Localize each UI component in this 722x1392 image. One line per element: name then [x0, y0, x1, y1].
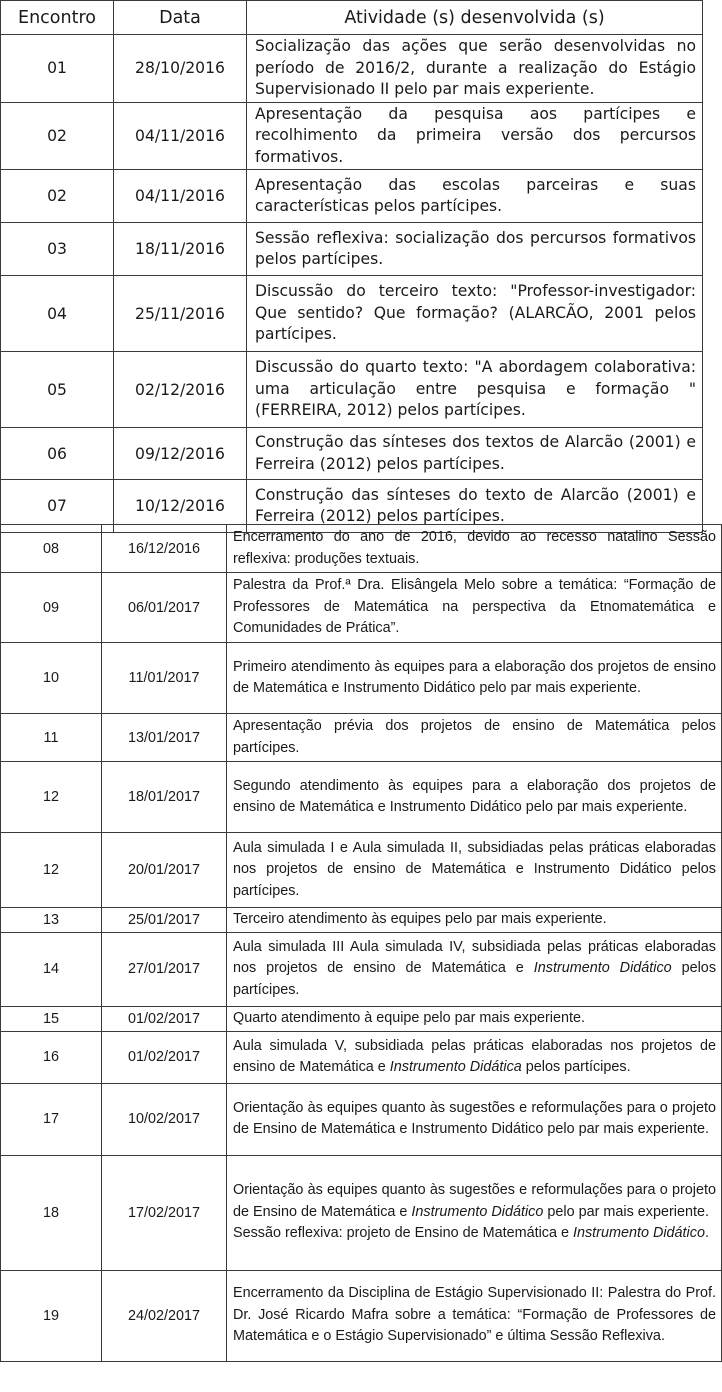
activity-cell: Encerramento da Disciplina de Estágio Supervisionado II: Palestra do Prof. Dr. José Ricardo Mafra sobre a temática: “Formação de Professores de Matemática e o Estágio Supervisionado” e última Sessão Reflexiva. [227, 1270, 722, 1361]
encontro-cell: 14 [1, 932, 102, 1006]
encontro-cell: 06 [1, 428, 114, 480]
encontro-cell: 01 [1, 35, 114, 103]
encontro-cell: 04 [1, 276, 114, 352]
date-cell: 11/01/2017 [102, 643, 227, 714]
table-row [1, 1083, 722, 1155]
activity-text: Aula simulada III Aula simulada IV, subsidiada pelas práticas elaboradas nos projetos de ensino de Matemática e [233, 938, 716, 977]
date-cell: 02/12/2016 [114, 352, 247, 428]
activity-cell: Aula simulada I e Aula simulada II, subsidiadas pelas práticas elaboradas nos projetos de ensino de Matemática e Instrumento Didático pelos partícipes. [227, 833, 722, 908]
encontro-cell: 07 [1, 480, 114, 533]
date-cell: 01/02/2017 [102, 1031, 227, 1083]
encontro-cell: 10 [1, 643, 102, 714]
date-cell: 24/02/2017 [102, 1270, 227, 1361]
encontro-cell: 16 [1, 1031, 102, 1083]
date-cell: 18/01/2017 [102, 762, 227, 833]
activity-cell: Apresentação da pesquisa aos partícipes e recolhimento da primeira versão dos percursos formativos. [247, 102, 703, 170]
activity-cell: Construção das sínteses do texto de Alarcão (2001) e Ferreira (2012) pelos partícipes. [247, 480, 703, 533]
activity-line [233, 1223, 716, 1245]
activity-text-italic: Instrumento Didático [533, 960, 672, 977]
encontro-cell: 15 [1, 1006, 102, 1031]
table-row [1, 1031, 722, 1083]
activity-cell: Orientação às equipes quanto às sugestões e reformulações para o projeto de Ensino de Matemática e Instrumento Didático pelo par mais experiente. [227, 1083, 722, 1155]
activity-cell [227, 1155, 722, 1270]
table-row [1, 352, 703, 428]
activity-text: Aula simulada V, subsidiada pelas práticas elaboradas nos projetos de ensino de Matemática e [233, 1037, 716, 1075]
activity-cell: Sessão reflexiva: socialização dos percursos formativos pelos partícipes. [247, 223, 703, 276]
activity-cell: Discussão do terceiro texto: "Professor-investigador: Que sentido? Que formação? (ALARCÃO, 2001 pelos partícipes. [247, 276, 703, 352]
activity-text-italic: Instrumento Didático [572, 1225, 705, 1242]
activity-text: . [704, 1225, 709, 1242]
date-cell: 09/12/2016 [114, 428, 247, 480]
activity-cell: Quarto atendimento à equipe pelo par mais experiente. [227, 1006, 722, 1031]
activity-cell: Construção das sínteses dos textos de Alarcão (2001) e Ferreira (2012) pelos partícipes. [247, 428, 703, 480]
activity-text: pelos partícipes. [521, 1059, 631, 1075]
table-row [1, 428, 703, 480]
date-cell: 16/12/2016 [102, 525, 227, 573]
table-row [1, 223, 703, 276]
table-row [1, 573, 722, 643]
date-cell: 25/11/2016 [114, 276, 247, 352]
encontro-cell: 18 [1, 1155, 102, 1270]
encontro-cell: 05 [1, 352, 114, 428]
table-row [1, 102, 703, 170]
date-cell: 04/11/2016 [114, 102, 247, 170]
encontro-cell: 19 [1, 1270, 102, 1361]
date-cell: 25/01/2017 [102, 908, 227, 933]
table-row [1, 525, 722, 573]
table-row [1, 276, 703, 352]
table-row [1, 833, 722, 908]
date-cell: 06/01/2017 [102, 573, 227, 643]
activity-cell: Palestra da Prof.ª Dra. Elisângela Melo sobre a temática: “Formação de Professores de Matemática na perspectiva da Etnomatemática e Comunidades de Prática”. [227, 573, 722, 643]
encontro-cell: 09 [1, 573, 102, 643]
activity-text: pelos partícipes. [233, 960, 717, 998]
table-row [1, 1155, 722, 1270]
encontro-cell: 12 [1, 762, 102, 833]
activities-table-top [0, 0, 703, 533]
activity-cell: Apresentação das escolas parceiras e suas características pelos partícipes. [247, 170, 703, 223]
activity-cell: Primeiro atendimento às equipes para a elaboração dos projetos de ensino de Matemática e Instrumento Didático pelo par mais experiente. [227, 643, 722, 714]
encontro-cell: 02 [1, 102, 114, 170]
encontro-cell: 13 [1, 908, 102, 933]
encontro-cell: 08 [1, 525, 102, 573]
date-cell: 18/11/2016 [114, 223, 247, 276]
activity-cell: Terceiro atendimento às equipes pelo par mais experiente. [227, 908, 722, 933]
encontro-cell: 02 [1, 170, 114, 223]
encontro-cell: 12 [1, 833, 102, 908]
activity-cell [227, 1031, 722, 1083]
activities-table-bottom [0, 524, 722, 1362]
activity-text: Orientação às equipes quanto às sugestões e reformulações para o projeto de Ensino de Matemática e [233, 1182, 716, 1220]
table-row [1, 714, 722, 762]
table-row [1, 762, 722, 833]
date-cell: 17/02/2017 [102, 1155, 227, 1270]
encontro-cell: 11 [1, 714, 102, 762]
date-cell: 28/10/2016 [114, 35, 247, 103]
activity-cell [227, 932, 722, 1006]
activity-text: pelo par mais experiente. [543, 1203, 709, 1220]
encontro-cell: 17 [1, 1083, 102, 1155]
activity-text: Sessão reflexiva: projeto de Ensino de Matemática e [233, 1225, 573, 1242]
table-row [1, 1270, 722, 1361]
activity-cell: Socialização das ações que serão desenvolvidas no período de 2016/2, durante a realização do Estágio Supervisionado II pelo par mais experiente. [247, 35, 703, 103]
date-cell: 13/01/2017 [102, 714, 227, 762]
header-encontro: Encontro [1, 1, 114, 35]
date-cell: 20/01/2017 [102, 833, 227, 908]
date-cell: 27/01/2017 [102, 932, 227, 1006]
activity-cell: Segundo atendimento às equipes para a elaboração dos projetos de ensino de Matemática e Instrumento Didático pelo par mais experiente. [227, 762, 722, 833]
table-row [1, 35, 703, 103]
table-row [1, 908, 722, 933]
header-data: Data [114, 1, 247, 35]
table-row [1, 1006, 722, 1031]
header-row [1, 1, 703, 35]
activity-text-italic: Instrumento Didática [389, 1059, 522, 1075]
activity-text-italic: Instrumento Didático [411, 1203, 544, 1220]
date-cell: 10/02/2017 [102, 1083, 227, 1155]
activity-cell: Apresentação prévia dos projetos de ensino de Matemática pelos partícipes. [227, 714, 722, 762]
encontro-cell: 03 [1, 223, 114, 276]
activity-cell: Discussão do quarto texto: "A abordagem colaborativa: uma articulação entre pesquisa e formação " (FERREIRA, 2012) pelos partícipes. [247, 352, 703, 428]
activity-cell: Encerramento do ano de 2016, devido ao recesso natalino Sessão reflexiva: produções textuais. [227, 525, 722, 573]
date-cell: 01/02/2017 [102, 1006, 227, 1031]
table-row [1, 170, 703, 223]
table-row [1, 643, 722, 714]
date-cell: 10/12/2016 [114, 480, 247, 533]
header-atividade: Atividade (s) desenvolvida (s) [247, 1, 703, 35]
date-cell: 04/11/2016 [114, 170, 247, 223]
table-row [1, 932, 722, 1006]
